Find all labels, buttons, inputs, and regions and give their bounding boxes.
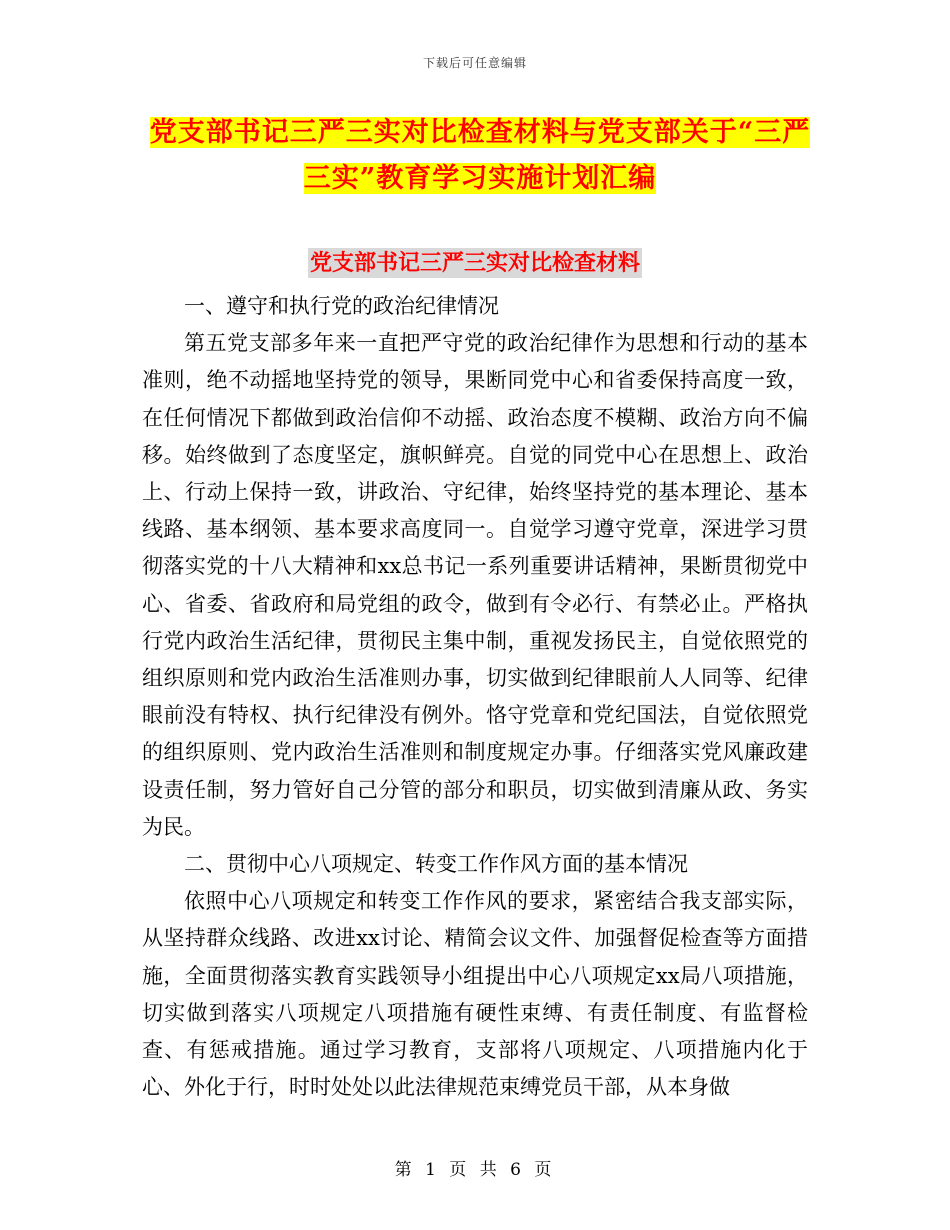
paragraph-heading-1: 一、遵守和执行党的政治纪律情况 (184, 294, 499, 318)
page-number-footer: 第 1 页 共 6 页 (394, 1160, 556, 1180)
document-body (142, 288, 808, 1106)
paragraph-heading-2: 二、贯彻中心八项规定、转变工作作风方面的基本情况 (184, 852, 688, 877)
section-title (0, 246, 950, 277)
header-note: 下载后可任意编辑 (422, 56, 527, 70)
paragraph: 第五党支部多年来一直把严守党的政治纪律作为思想和行动的基本准则，绝不动摇地坚持党的领导，果断同党中心和省委保持高度一致，在任何情况下都做到政治信仰不动摇、政治态度不模糊、政治方向不偏移。始终做到了态度坚定，旗帜鲜亮。自觉的同党中心在思想上、政治上、行动上保持一致，讲政治、守纪律，始终坚持党的基本理论、基本线路、基本纲领、基本要求高度同一。自觉学习遵守党章，深进学习贯彻落实党的十八大精神和xx总书记一系列重要讲话精神，果断贯彻党中心、省委、省政府和局党组的政令，做到有令必行、有禁必止。严格执行党内政治生活纪律，贯彻民主集中制，重视发扬民主，自觉依照党的组织原则和党内政治生活准则办事，切实做到纪律眼前人人同等、纪律眼前没有特权、执行纪律没有例外。恪守党章和党纪国法，自觉依照党的组织原则、党内政治生活准则和制度规定办事。仔细落实党风廉政建设责任制，努力管好自己分管的部分和职员，切实做到清廉从政、务实为民。 (142, 331, 808, 839)
document-title (140, 110, 820, 202)
document-title-text: 党支部书记三严三实对比检查材料与党支部关于“三严三实”教育学习实施计划汇编 (149, 117, 811, 194)
paragraph: 依照中心八项规定和转变工作作风的要求，紧密结合我支部实际，从坚持群众线路、改进xx讨论、精简会议文件、加强督促检查等方面措施，全面贯彻落实教育实践领导小组提出中心八项规定xx局八项措施，切实做到落实八项规定八项措施有硬性束缚、有责任制度、有监督检查、有惩戒措施。通过学习教育，支部将八项规定、八项措施内化于心、外化于行，时时处处以此法律规范束缚党员干部，从本身做 (142, 889, 808, 1100)
section-title-text: 党支部书记三严三实对比检查材料 (309, 250, 640, 276)
